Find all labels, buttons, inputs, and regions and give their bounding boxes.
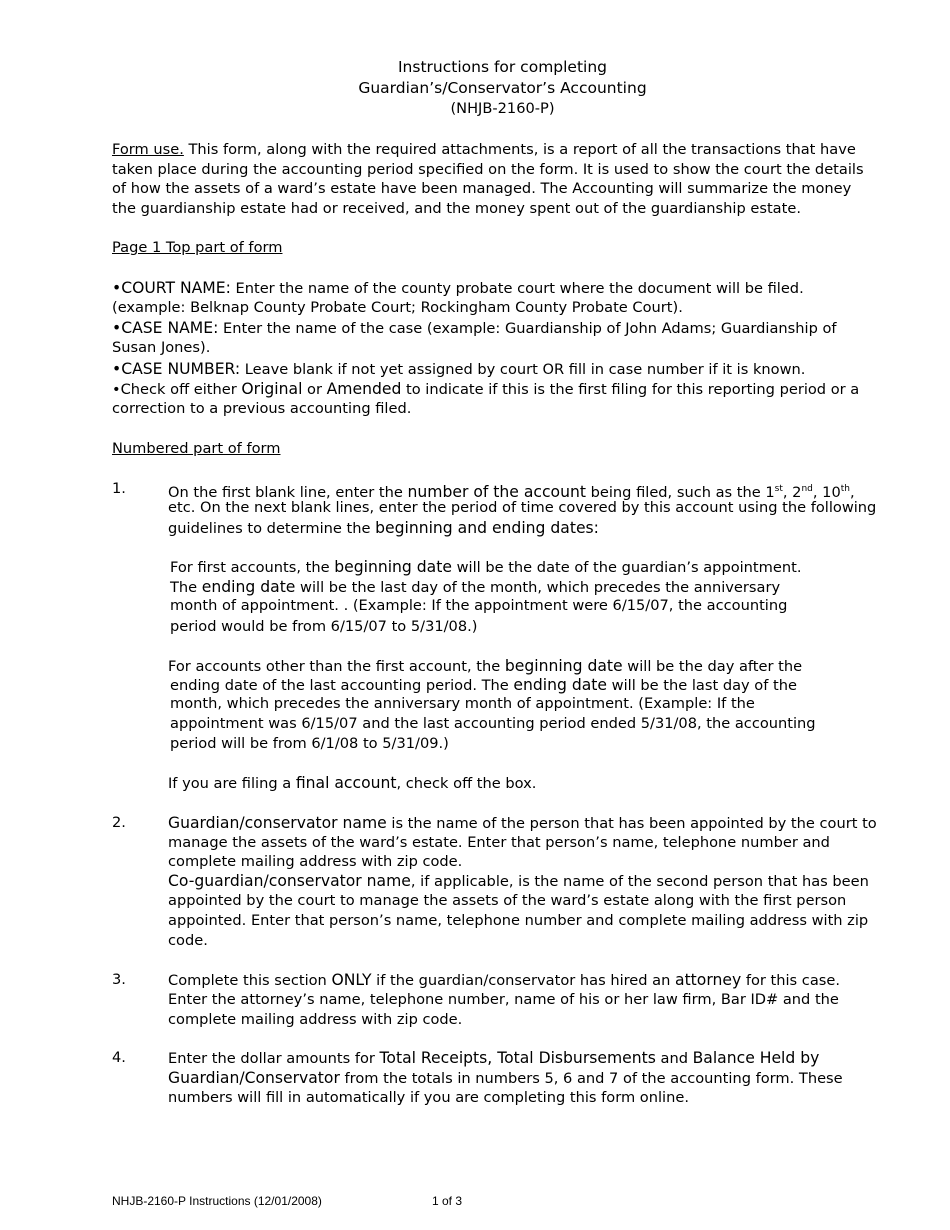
text-span: from the totals in numbers 5, 6 and 7 of the accounting form. These — [339, 1070, 843, 1087]
item3-line2: Enter the attorney’s name, telephone number, name of his or her law firm, Bar ID# and the — [168, 991, 839, 1008]
item3-line3: complete mailing address with zip code. — [168, 1011, 463, 1028]
item4-line2 — [168, 1068, 843, 1089]
court-name-label: •COURT NAME: — [112, 279, 231, 297]
original-amended-line2: correction to a previous accounting filed. — [112, 400, 412, 417]
item2-line5: appointed by the court to manage the assets of the ward’s estate along with the first person — [168, 892, 847, 909]
text-span: nd — [801, 484, 813, 494]
case-number-line — [112, 359, 805, 380]
item1-number: 1. — [112, 480, 126, 497]
page1-top-heading: Page 1 Top part of form — [112, 239, 283, 256]
text-span: Enter the name of the case (example: Guardianship of John Adams; Guardianship of — [218, 320, 837, 337]
item3-number: 3. — [112, 971, 126, 988]
item1-first-accounts-line4: period would be from 6/15/07 to 5/31/08.) — [170, 618, 478, 635]
text-span: for this case. — [741, 972, 840, 989]
item2-number: 2. — [112, 814, 126, 831]
case-name-line2: Susan Jones). — [112, 339, 211, 356]
text-span: If you are filing a — [168, 775, 296, 792]
text-span: Balance Held by — [692, 1049, 820, 1067]
text-span: attorney — [675, 971, 742, 989]
doc-title-line2: Guardian’s/Conservator’s Accounting — [358, 79, 647, 97]
form-use-heading: Form use. — [112, 141, 184, 158]
text-span: will be the date of the guardian’s appointment. — [451, 559, 802, 576]
court-name-line1 — [112, 278, 804, 299]
item1-first-accounts-line3: month of appointment. . (Example: If the appointment were 6/15/07, the accounting — [170, 597, 788, 614]
text-span: if the guardian/conservator has hired an — [371, 972, 676, 989]
text-span: beginning date — [504, 657, 623, 675]
case-name-label: •CASE NAME: — [112, 319, 219, 337]
item1-other-accounts-line3: month, which precedes the anniversary month of appointment. (Example: If the — [170, 695, 755, 712]
text-span: ending date of the last accounting period. The — [170, 677, 514, 694]
text-span: st — [774, 484, 783, 494]
text-span: •Check off either — [112, 381, 242, 398]
text-span: For accounts other than the first account, the — [168, 658, 505, 675]
form-use-line1 — [112, 140, 856, 160]
text-span: th — [840, 484, 850, 494]
item1-line2: etc. On the next blank lines, enter the period of time covered by this account using the following — [168, 499, 877, 516]
text-span: Leave blank if not yet assigned by court OR fill in case number if it is known. — [240, 361, 806, 378]
text-span: being filed, such as the 1 — [585, 483, 775, 501]
text-span: ONLY — [331, 971, 372, 989]
case-number-label: •CASE NUMBER: — [112, 360, 241, 378]
text-span: Total Receipts, Total Disbursements — [379, 1049, 656, 1067]
item1-other-accounts-line2 — [170, 675, 797, 696]
numbered-heading: Numbered part of form — [112, 440, 281, 457]
item1-first-accounts-line1 — [170, 557, 801, 578]
item2-line6: appointed. Enter that person’s name, telephone number and complete mailing address with zip — [168, 912, 869, 929]
item4-line1 — [168, 1048, 819, 1069]
text-span: , 2 — [782, 483, 802, 501]
form-use-line2: taken place during the accounting period specified on the form. It is used to show the court the details — [112, 161, 864, 178]
text-span: This form, along with the required attachments, is a report of all the transactions that have — [183, 141, 856, 158]
text-span: On the first blank line, enter the — [168, 483, 408, 501]
item1-other-accounts-line4: appointment was 6/15/07 and the last accounting period ended 5/31/08, the accounting — [170, 715, 816, 732]
court-name-line2: (example: Belknap County Probate Court; Rockingham County Probate Court). — [112, 299, 683, 316]
case-name-line1 — [112, 318, 837, 339]
text-span: Enter the dollar amounts for — [168, 1050, 380, 1067]
item2-line3: complete mailing address with zip code. — [168, 853, 463, 870]
text-span: , 10 — [812, 483, 841, 501]
text-span: is the name of the person that has been appointed by the court to — [386, 815, 877, 832]
text-span: will be the day after the — [622, 658, 803, 675]
item1-line3 — [168, 518, 599, 539]
form-use-line4: the guardianship estate had or received, and the money spent out of the guardianship estate. — [112, 200, 801, 217]
text-span: ending date — [513, 676, 608, 694]
text-span: final account — [295, 774, 397, 792]
text-span: Complete this section — [168, 972, 332, 989]
text-span: For first accounts, the — [170, 559, 335, 576]
item3-line1 — [168, 970, 840, 991]
text-span: guidelines to determine the — [168, 520, 376, 537]
item2-line7: code. — [168, 932, 208, 949]
text-span: or — [302, 381, 327, 398]
text-span: Original — [241, 380, 303, 398]
text-span: , — [849, 483, 855, 501]
item2-line4 — [168, 871, 869, 892]
text-span: Co-guardian/conservator name — [168, 872, 411, 890]
text-span: will be the last day of the month, which precedes the anniversary — [295, 579, 781, 596]
item4-line3: numbers will fill in automatically if you are completing this form online. — [168, 1089, 689, 1106]
text-span: will be the last day of the — [607, 677, 797, 694]
text-span: number of the account — [407, 482, 586, 501]
original-amended-line1 — [112, 379, 859, 400]
item1-other-accounts-line5: period will be from 6/1/08 to 5/31/09.) — [170, 735, 449, 752]
footer-form-id: NHJB-2160-P Instructions (12/01/2008) — [112, 1194, 322, 1208]
form-use-line3: of how the assets of a ward’s estate have been managed. The Accounting will summarize the money — [112, 180, 852, 197]
text-span: beginning date — [334, 558, 452, 576]
footer-page-number: 1 of 3 — [432, 1194, 463, 1208]
text-span: Guardian/Conservator — [168, 1069, 340, 1087]
item2-line1 — [168, 813, 877, 834]
text-span: , if applicable, is the name of the second person that has been — [410, 873, 869, 890]
text-span: Guardian/conservator name — [168, 814, 387, 832]
text-span: ending date — [201, 578, 296, 596]
item1-first-accounts-line2 — [170, 577, 780, 598]
text-span: The — [170, 579, 202, 596]
item4-number: 4. — [112, 1049, 126, 1066]
doc-title-line1: Instructions for completing — [397, 58, 608, 76]
text-span: Enter the name of the county probate court where the document will be filed. — [230, 280, 804, 297]
text-span: , check off the box. — [396, 775, 537, 792]
item1-final-account-line — [168, 773, 536, 794]
item1-other-accounts-line1 — [168, 656, 802, 677]
text-span: Amended — [326, 380, 402, 398]
text-span: beginning and ending dates: — [375, 519, 599, 537]
doc-form-number: (NHJB-2160-P) — [450, 100, 555, 117]
text-span: to indicate if this is the first filing for this reporting period or a — [401, 381, 860, 398]
text-span: and — [655, 1050, 693, 1067]
item2-line2: manage the assets of the ward’s estate. Enter that person’s name, telephone number and — [168, 834, 830, 851]
